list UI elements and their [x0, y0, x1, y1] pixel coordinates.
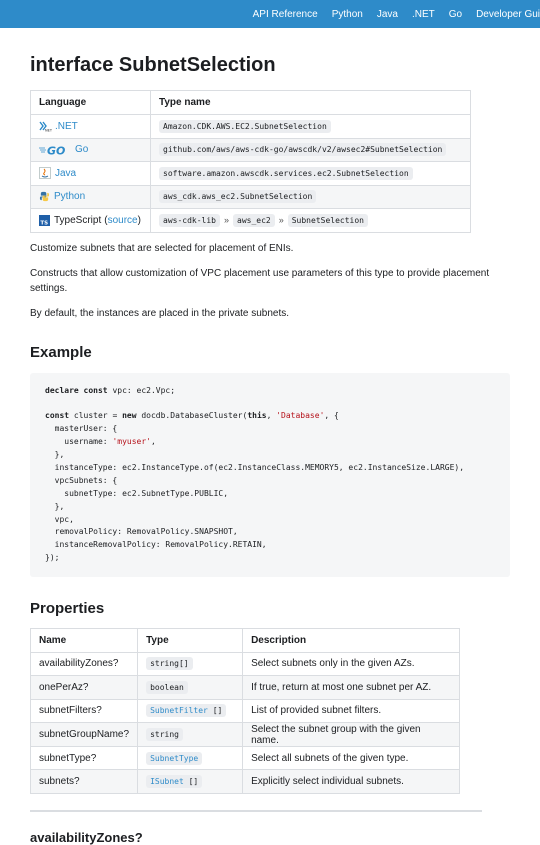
- property-type-link[interactable]: ISubnet: [150, 777, 184, 787]
- code-text: masterUser: {: [45, 424, 118, 434]
- property-type-link[interactable]: SubnetType: [150, 753, 199, 763]
- example-heading: Example: [30, 343, 92, 361]
- code-text: , {: [324, 411, 339, 421]
- code-text: vpcSubnets: {: [45, 475, 118, 485]
- go-icon: [39, 144, 71, 156]
- example-code-block[interactable]: [30, 373, 510, 577]
- ts-type-part: SubnetSelection: [288, 214, 368, 227]
- code-text: instanceType: ec2.InstanceType.of(ec2.InstanceClass.MEMORY5, ec2.InstanceSize.LARGE),: [45, 462, 465, 472]
- property-name[interactable]: availabilityZones?: [31, 652, 138, 676]
- properties-heading: Properties: [30, 599, 105, 617]
- code-keyword: this: [247, 411, 267, 421]
- description-paragraph: Constructs that allow customization of VPC placement use parameters of this type to provide placement settings.: [30, 267, 490, 294]
- language-table: [30, 90, 471, 233]
- top-navigation-bar: [0, 0, 540, 28]
- property-name[interactable]: subnetGroupName?: [31, 723, 138, 747]
- properties-table-header: [31, 628, 460, 652]
- language-label-typescript: TypeScript: [54, 214, 102, 226]
- property-row: [31, 746, 460, 770]
- property-row: [31, 676, 460, 700]
- property-type-container: [146, 775, 202, 788]
- language-row-go: [31, 138, 471, 162]
- property-description: Select the subnet group with the given name.: [243, 723, 460, 747]
- python-icon: [39, 191, 50, 202]
- language-link-java[interactable]: Java: [55, 167, 77, 179]
- typescript-source-link[interactable]: source: [107, 214, 138, 226]
- ts-submodule-part: aws_ec2: [233, 214, 275, 227]
- source-paren-close: ): [137, 214, 141, 226]
- language-row-java: [31, 162, 471, 186]
- code-string: 'Database': [276, 411, 325, 421]
- property-type: string[]: [146, 657, 193, 670]
- nav-go[interactable]: Go: [448, 8, 463, 20]
- language-link-python[interactable]: Python: [54, 191, 86, 203]
- property-type: string: [146, 728, 183, 741]
- ts-separator: »: [223, 214, 229, 225]
- language-row-dotnet: [31, 115, 471, 139]
- code-text: },: [45, 501, 65, 511]
- code-text: username:: [45, 437, 113, 447]
- code-text: instanceRemovalPolicy: RemovalPolicy.RETAIN,: [45, 540, 267, 550]
- type-name-column-header: Type name: [151, 91, 471, 115]
- code-text: ,: [150, 437, 156, 447]
- language-row-python: [31, 185, 471, 209]
- property-name[interactable]: subnetType?: [31, 746, 138, 770]
- code-text: cluster =: [69, 411, 123, 421]
- code-keyword: declare const: [45, 385, 108, 395]
- nav-python[interactable]: Python: [331, 8, 363, 20]
- array-suffix: []: [212, 706, 223, 716]
- type-name-dotnet: Amazon.CDK.AWS.EC2.SubnetSelection: [159, 120, 331, 133]
- typescript-icon: [39, 215, 50, 226]
- code-text: removalPolicy: RemovalPolicy.SNAPSHOT,: [45, 527, 238, 537]
- property-row: [31, 770, 460, 794]
- property-row: [31, 723, 460, 747]
- top-nav-links: [253, 9, 540, 20]
- type-column-header: Type: [138, 628, 243, 652]
- property-row: [31, 652, 460, 676]
- property-description: Select all subnets of the given type.: [243, 746, 460, 770]
- code-keyword: const: [45, 411, 70, 421]
- array-suffix: []: [188, 777, 199, 787]
- property-type: boolean: [146, 681, 188, 694]
- code-text: });: [45, 553, 60, 563]
- property-type-link[interactable]: SubnetFilter: [150, 706, 208, 716]
- language-table-header: [31, 91, 471, 115]
- description-column-header: Description: [243, 628, 460, 652]
- dotnet-icon: [39, 120, 51, 132]
- type-name-python: aws_cdk.aws_ec2.SubnetSelection: [159, 190, 316, 203]
- code-text: docdb.DatabaseCluster(: [136, 411, 248, 421]
- ts-separator: »: [278, 214, 284, 225]
- language-row-typescript: [31, 209, 471, 233]
- property-name[interactable]: subnets?: [31, 770, 138, 794]
- main-content: [0, 54, 540, 845]
- description-paragraph: By default, the instances are placed in the private subnets.: [30, 307, 290, 319]
- nav-api-reference[interactable]: API Reference: [252, 8, 318, 20]
- language-column-header: Language: [31, 91, 151, 115]
- description-paragraph: Customize subnets that are selected for placement of ENIs.: [30, 242, 294, 254]
- property-type-container: [146, 704, 226, 717]
- language-link-go[interactable]: Go: [75, 144, 89, 156]
- code-text: vpc: ec2.Vpc;: [107, 385, 176, 395]
- property-description: Explicitly select individual subnets.: [243, 770, 460, 794]
- java-icon: [39, 167, 51, 179]
- nav-dotnet[interactable]: .NET: [411, 8, 435, 20]
- svg-text:TS: TS: [40, 220, 49, 227]
- code-text: },: [45, 450, 65, 460]
- section-heading-availability-zones: availabilityZones?: [30, 830, 143, 845]
- properties-table: [30, 628, 460, 795]
- svg-text:GO: GO: [47, 144, 66, 158]
- property-description: List of provided subnet filters.: [243, 699, 460, 723]
- type-name-java: software.amazon.awscdk.services.ec2.SubnetSelection: [159, 167, 413, 180]
- property-description: If true, return at most one subnet per AZ.: [243, 676, 460, 700]
- type-name-go: github.com/aws/aws-cdk-go/awscdk/v2/awsec2#SubnetSelection: [159, 143, 446, 156]
- code-string: 'myuser': [112, 437, 151, 447]
- language-link-dotnet[interactable]: .NET: [55, 120, 78, 132]
- code-keyword: new: [122, 411, 137, 421]
- nav-developer-guide[interactable]: Developer Gui: [476, 8, 540, 20]
- section-divider: [30, 810, 482, 812]
- nav-java[interactable]: Java: [376, 8, 398, 20]
- svg-text:NET: NET: [45, 128, 52, 133]
- code-text: subnetType: ec2.SubnetType.PUBLIC,: [45, 488, 229, 498]
- ts-module-part: aws-cdk-lib: [159, 214, 220, 227]
- code-text: ,: [266, 411, 277, 421]
- source-paren-open: (: [104, 214, 108, 226]
- property-name[interactable]: subnetFilters?: [31, 699, 138, 723]
- property-description: Select subnets only in the given AZs.: [243, 652, 460, 676]
- property-type-container: [146, 752, 202, 765]
- property-name[interactable]: onePerAz?: [31, 676, 138, 700]
- code-text: vpc,: [45, 514, 74, 524]
- property-row: [31, 699, 460, 723]
- name-column-header: Name: [31, 628, 138, 652]
- page-title: interface SubnetSelection: [30, 54, 276, 76]
